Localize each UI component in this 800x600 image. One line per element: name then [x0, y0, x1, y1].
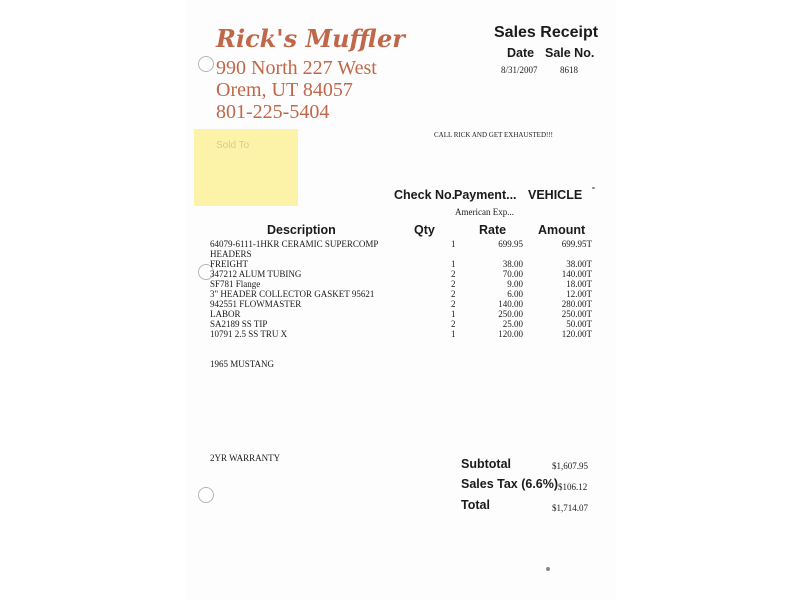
- row-rate: 6.00: [507, 289, 523, 299]
- row-rate: 38.00: [502, 259, 523, 269]
- sold-to-label: Sold To: [216, 140, 250, 151]
- table-row: [0, 269, 800, 279]
- business-phone: 801-225-5404: [216, 101, 330, 123]
- row-amount: 120.00T: [561, 329, 592, 339]
- table-row: [0, 239, 800, 249]
- row-qty: 1: [451, 309, 456, 319]
- table-row: [0, 309, 800, 319]
- row-amount: 250.00T: [561, 309, 592, 319]
- row-description: 347212 ALUM TUBING: [210, 269, 302, 279]
- sale-no-label: Sale No.: [545, 46, 595, 60]
- row-description: HEADERS: [210, 249, 252, 259]
- row-description: FREIGHT: [210, 259, 248, 269]
- check-no-label: Check No.: [394, 188, 456, 202]
- rate-header: Rate: [479, 223, 507, 237]
- table-row: [0, 319, 800, 329]
- sale-number: 8618: [560, 65, 578, 75]
- row-qty: 2: [451, 299, 456, 309]
- binder-hole-top: [198, 56, 214, 72]
- row-qty: 2: [451, 279, 456, 289]
- row-rate: 9.00: [507, 279, 523, 289]
- row-rate: 120.00: [498, 329, 523, 339]
- row-amount: 280.00T: [561, 299, 592, 309]
- amount-header: Amount: [538, 223, 586, 237]
- table-row: [0, 259, 800, 269]
- payment-label: Payment...: [454, 188, 517, 202]
- row-qty: 2: [451, 269, 456, 279]
- sales-tax-label: Sales Tax (6.6%): [461, 477, 559, 491]
- subtotal-value: $1,607.95: [552, 461, 588, 471]
- row-description: 64079-6111-1HKR CERAMIC SUPERCOMP: [210, 239, 379, 249]
- warranty-note: 2YR WARRANTY: [210, 453, 281, 463]
- date-label: Date: [507, 46, 535, 60]
- table-row: [0, 299, 800, 309]
- row-rate: 25.00: [502, 319, 523, 329]
- row-qty: 1: [451, 239, 456, 249]
- qty-header: Qty: [414, 223, 435, 237]
- table-row: [0, 279, 800, 289]
- business-name: Rick's Muffler: [216, 24, 405, 53]
- scan-speck: [546, 567, 550, 571]
- scan-speck: [592, 187, 595, 189]
- table-row: [0, 329, 800, 339]
- row-rate: 140.00: [498, 299, 523, 309]
- row-amount: 12.00T: [566, 289, 592, 299]
- row-rate: 699.95: [498, 239, 523, 249]
- row-qty: 1: [451, 329, 456, 339]
- total-value: $1,714.07: [552, 503, 588, 513]
- row-amount: 699.95T: [561, 239, 592, 249]
- row-rate: 250.00: [498, 309, 523, 319]
- row-amount: 18.00T: [566, 279, 592, 289]
- row-description: 3" HEADER COLLECTOR GASKET 95621: [210, 289, 375, 299]
- row-description: LABOR: [210, 309, 241, 319]
- binder-hole-bottom: [198, 487, 214, 503]
- slogan: CALL RICK AND GET EXHAUSTED!!!: [434, 131, 553, 139]
- receipt-title: Sales Receipt: [494, 24, 599, 41]
- sales-tax-value: $106.12: [558, 482, 588, 492]
- row-qty: 2: [451, 289, 456, 299]
- row-description: SA2189 SS TIP: [210, 319, 268, 329]
- row-amount: 38.00T: [566, 259, 592, 269]
- business-address-line2: Orem, UT 84057: [216, 79, 353, 101]
- total-label: Total: [461, 498, 490, 512]
- row-qty: 2: [451, 319, 456, 329]
- payment-method: American Exp...: [455, 207, 514, 217]
- vehicle-label: VEHICLE: [528, 188, 583, 202]
- receipt-date: 8/31/2007: [501, 65, 538, 75]
- row-amount: 140.00T: [561, 269, 592, 279]
- row-description: 942551 FLOWMASTER: [210, 299, 302, 309]
- subtotal-label: Subtotal: [461, 457, 511, 471]
- table-row: [0, 249, 800, 259]
- row-description: 10791 2.5 SS TRU X: [210, 329, 288, 339]
- description-header: Description: [267, 223, 336, 237]
- row-rate: 70.00: [502, 269, 523, 279]
- business-address-line1: 990 North 227 West: [216, 57, 377, 79]
- vehicle-note: 1965 MUSTANG: [210, 359, 275, 369]
- table-row: [0, 289, 800, 299]
- sticky-note: [194, 129, 298, 206]
- row-amount: 50.00T: [566, 319, 592, 329]
- row-description: SF781 Flange: [210, 279, 261, 289]
- row-qty: 1: [451, 259, 456, 269]
